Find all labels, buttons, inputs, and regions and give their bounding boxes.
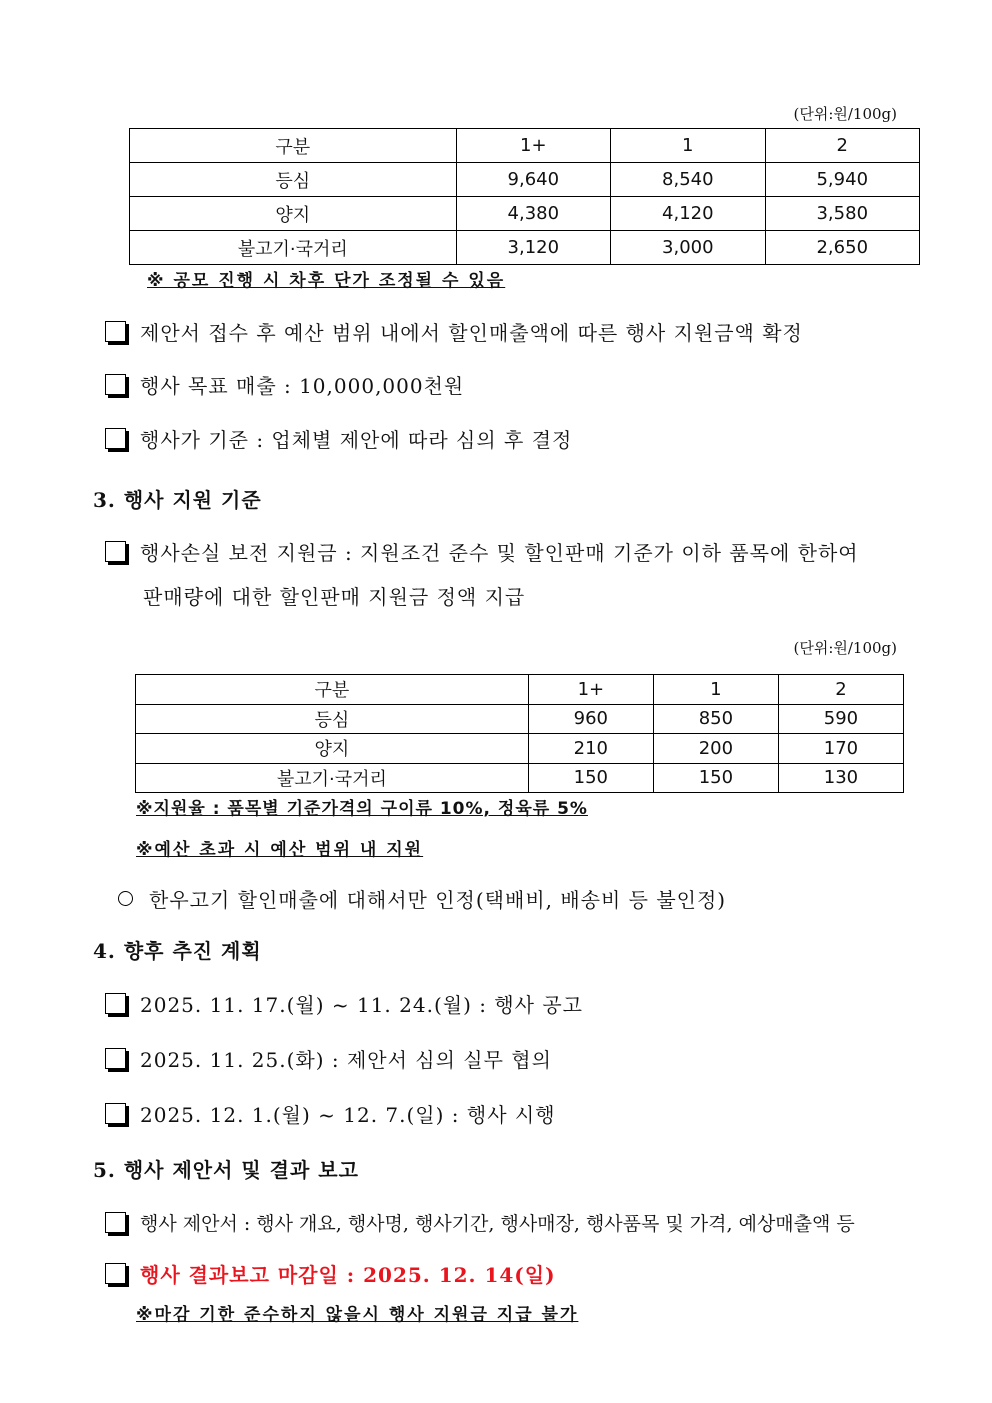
cell: 9,640: [456, 163, 610, 197]
cell: 150: [653, 763, 778, 793]
item-text: 행사 목표 매출 : 10,000,000천원: [140, 374, 465, 398]
cell: 130: [778, 763, 903, 793]
item-text: 2025. 11. 25.(화) : 제안서 심의 실무 협의: [140, 1048, 552, 1072]
checkbox-icon: [105, 1048, 126, 1069]
cell: 등심: [136, 704, 529, 734]
section-heading: 4. 향후 추진 계획: [93, 939, 262, 963]
header-cell: 1: [611, 129, 765, 163]
header-cell: 1: [653, 675, 778, 705]
table-header-row: [130, 129, 920, 163]
cell: 불고기·국거리: [130, 231, 457, 265]
checkbox-icon: [105, 1103, 126, 1124]
table-row: [136, 763, 904, 793]
cell: 양지: [136, 734, 529, 764]
table-header-row: [136, 675, 904, 705]
table-row: [130, 231, 920, 265]
item-text: 2025. 12. 1.(월) ~ 12. 7.(일) : 행사 시행: [140, 1103, 556, 1127]
checkbox-icon: [105, 1263, 126, 1284]
cell: 양지: [130, 197, 457, 231]
header-cell: 구분: [130, 129, 457, 163]
cell: 3,120: [456, 231, 610, 265]
note-budget: ※예산 초과 시 예산 범위 내 지원: [136, 840, 424, 860]
checkbox-icon: [105, 1212, 126, 1233]
checkbox-item: [105, 317, 803, 346]
header-cell: 2: [778, 675, 903, 705]
cell: 5,940: [765, 163, 919, 197]
unit-label: (단위:원/100g): [793, 105, 897, 123]
checkbox-item: [105, 537, 859, 566]
support-table: [135, 674, 904, 793]
cell: 200: [653, 734, 778, 764]
cell: 4,120: [611, 197, 765, 231]
table-row: [130, 163, 920, 197]
cell: 960: [528, 704, 653, 734]
header-cell: 1+: [528, 675, 653, 705]
item-text: 2025. 11. 17.(월) ~ 11. 24.(월) : 행사 공고: [140, 993, 583, 1017]
item-text: 한우고기 할인매출에 대해서만 인정(택배비, 배송비 등 불인정): [149, 888, 727, 912]
checkbox-item: [105, 424, 572, 453]
header-cell: 2: [765, 129, 919, 163]
cell: 210: [528, 734, 653, 764]
table-row: [136, 734, 904, 764]
section-heading: 5. 행사 제안서 및 결과 보고: [93, 1158, 359, 1182]
item-text: 행사 제안서 : 행사 개요, 행사명, 행사기간, 행사매장, 행사품목 및 가격, 예상매출액 등: [140, 1213, 855, 1235]
cell: 등심: [130, 163, 457, 197]
checkbox-icon: [105, 374, 126, 395]
cell: 3,580: [765, 197, 919, 231]
table-row: [130, 197, 920, 231]
cell: 불고기·국거리: [136, 763, 529, 793]
deadline-text: 행사 결과보고 마감일 : 2025. 12. 14(일): [140, 1263, 556, 1287]
cell: 2,650: [765, 231, 919, 265]
checkbox-icon: [105, 428, 126, 449]
cell: 850: [653, 704, 778, 734]
checkbox-icon: [105, 321, 126, 342]
checkbox-item: [105, 1044, 552, 1073]
header-cell: 구분: [136, 675, 529, 705]
unit-label: (단위:원/100g): [793, 639, 897, 657]
checkbox-item: [105, 1209, 855, 1236]
checkbox-icon: [105, 541, 126, 562]
item-text: 행사가 기준 : 업체별 제안에 따라 심의 후 결정: [140, 428, 573, 452]
checkbox-item: [105, 1099, 556, 1128]
note-deadline: ※마감 기한 준수하지 않을시 행사 지원금 지급 불가: [136, 1305, 579, 1325]
item-continuation: 판매량에 대한 할인판매 지원금 정액 지급: [143, 585, 526, 609]
cell: 3,000: [611, 231, 765, 265]
cell: 4,380: [456, 197, 610, 231]
note-support-rate: ※지원율 : 품목별 기준가격의 구이류 10%, 정육류 5%: [136, 799, 588, 819]
checkbox-icon: [105, 993, 126, 1014]
header-cell: 1+: [456, 129, 610, 163]
item-text: 제안서 접수 후 예산 범위 내에서 할인매출액에 따른 행사 지원금액 확정: [140, 321, 803, 345]
cell: 170: [778, 734, 903, 764]
cell: 8,540: [611, 163, 765, 197]
checkbox-item: [105, 1259, 556, 1288]
note-price-adjust: ※ 공모 진행 시 차후 단가 조정될 수 있음: [147, 271, 506, 291]
cell: 590: [778, 704, 903, 734]
table-row: [136, 704, 904, 734]
circle-item: [118, 884, 726, 913]
item-text: 행사손실 보전 지원금 : 지원조건 준수 및 할인판매 기준가 이하 품목에 한하여: [140, 541, 859, 565]
circle-bullet-icon: [118, 891, 133, 906]
section-heading: 3. 행사 지원 기준: [93, 488, 262, 512]
checkbox-item: [105, 370, 464, 399]
price-table: [129, 128, 920, 265]
cell: 150: [528, 763, 653, 793]
checkbox-item: [105, 989, 583, 1018]
